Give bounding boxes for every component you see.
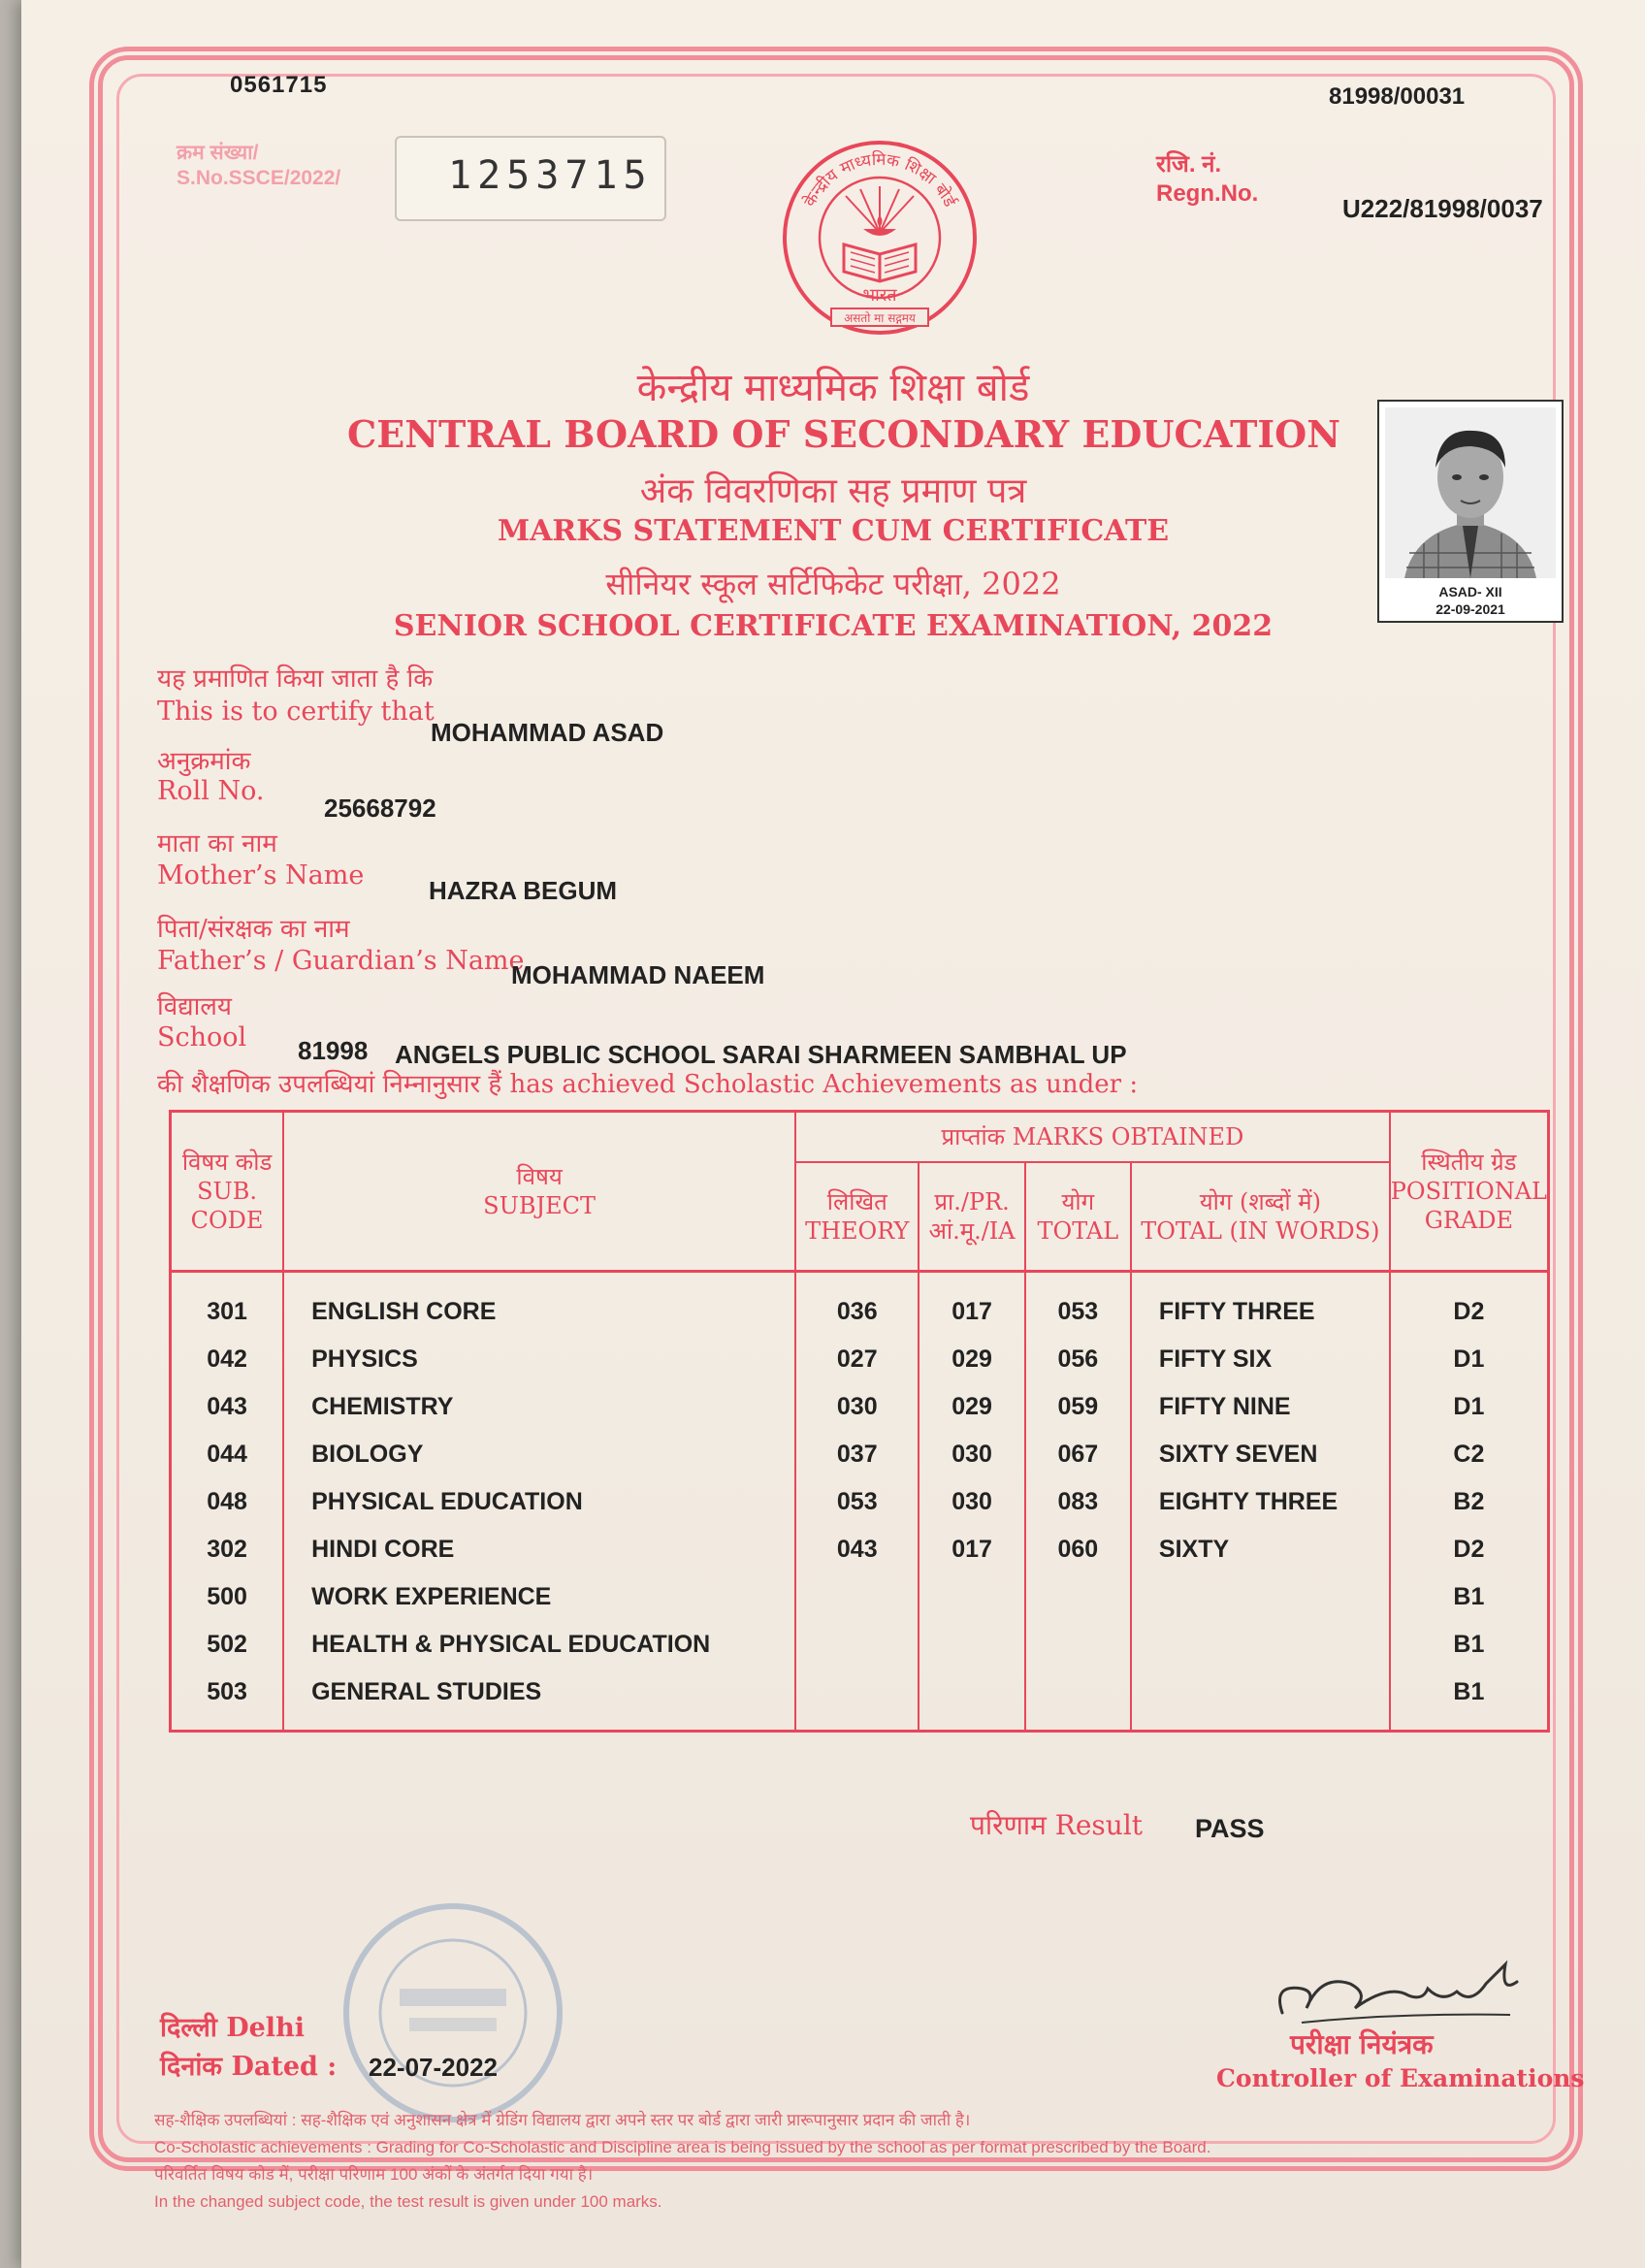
seal-motto-text: असतो मा सद्गमय xyxy=(844,311,916,325)
subject-code: 500 xyxy=(171,1573,284,1621)
col-marks-hindi: प्राप्तांक xyxy=(941,1123,1006,1150)
result-label-hindi: परिणाम xyxy=(970,1809,1047,1841)
col-subject-english: SUBJECT xyxy=(483,1191,596,1219)
cbse-seal-logo xyxy=(778,136,982,340)
footnotes xyxy=(154,2107,1561,2216)
regn-label xyxy=(1156,150,1258,209)
total-in-words: SIXTY SEVEN xyxy=(1131,1431,1390,1478)
result-label xyxy=(970,1806,1143,1843)
certificate-sheet xyxy=(21,0,1645,2268)
mother-label-english: Mother’s Name xyxy=(157,860,365,891)
col-marks-english: MARKS OBTAINED xyxy=(1012,1123,1244,1150)
subject-code: 302 xyxy=(171,1526,284,1573)
candidate-name: MOHAMMAD ASAD xyxy=(431,718,664,747)
school-code: 81998 xyxy=(298,1036,369,1065)
father-name: MOHAMMAD NAEEM xyxy=(511,960,765,989)
total-marks: 083 xyxy=(1025,1478,1131,1526)
regn-label-hindi: रजि. नं. xyxy=(1156,151,1222,178)
col-grade-hindi: स्थितीय ग्रेड xyxy=(1421,1148,1517,1176)
subject-name: WORK EXPERIENCE xyxy=(283,1573,795,1621)
col-code-hindi: विषय कोड xyxy=(181,1148,273,1176)
school-stamp-image xyxy=(332,1892,574,2134)
footnote-coscholastic-english: Co-Scholastic achievements : Grading for Co-Scholastic and Discipline area is being issued by the school as per format prescribed by the Board. xyxy=(154,2138,1211,2156)
positional-grade: B1 xyxy=(1390,1621,1549,1669)
dated-hindi: दिनांक xyxy=(160,2052,223,2082)
col-header-grade xyxy=(1390,1112,1549,1272)
place-label xyxy=(160,2008,305,2044)
positional-grade: D1 xyxy=(1390,1336,1549,1383)
school-label-hindi: विद्यालय xyxy=(157,992,233,1021)
school-label-english: School xyxy=(157,1022,247,1053)
sno-value: 1253715 xyxy=(448,153,653,198)
theory-marks xyxy=(795,1621,919,1669)
subject-name: BIOLOGY xyxy=(283,1431,795,1478)
subject-code: 043 xyxy=(171,1383,284,1431)
candidate-photo xyxy=(1377,400,1564,623)
roll-number: 25668792 xyxy=(324,794,436,823)
practical-marks xyxy=(919,1669,1024,1732)
controller-label-hindi: परीक्षा नियंत्रक xyxy=(1290,2028,1434,2060)
col-total-english: TOTAL xyxy=(1037,1216,1119,1245)
theory-marks: 027 xyxy=(795,1336,919,1383)
col-header-marks xyxy=(795,1112,1390,1163)
total-in-words xyxy=(1131,1669,1390,1732)
issue-date: 22-07-2022 xyxy=(369,2053,498,2082)
board-title-english: CENTRAL BOARD OF SECONDARY EDUCATION xyxy=(347,412,1340,456)
regn-value: U222/81998/0037 xyxy=(1342,194,1543,223)
total-in-words xyxy=(1131,1573,1390,1621)
marks-table xyxy=(169,1110,1550,1733)
subject-name: PHYSICAL EDUCATION xyxy=(283,1478,795,1526)
practical-marks: 029 xyxy=(919,1383,1024,1431)
subject-name: ENGLISH CORE xyxy=(283,1271,795,1336)
mother-name: HAZRA BEGUM xyxy=(429,876,618,905)
subject-name: GENERAL STUDIES xyxy=(283,1669,795,1732)
total-marks: 053 xyxy=(1025,1271,1131,1336)
practical-marks: 017 xyxy=(919,1271,1024,1336)
table-row xyxy=(171,1271,1549,1336)
subject-name: CHEMISTRY xyxy=(283,1383,795,1431)
col-code-english-2: CODE xyxy=(190,1206,264,1234)
seal-country-text: भारत xyxy=(862,285,897,306)
practical-marks: 030 xyxy=(919,1431,1024,1478)
col-theory-english: THEORY xyxy=(805,1216,910,1245)
theory-marks xyxy=(795,1573,919,1621)
subject-code: 042 xyxy=(171,1336,284,1383)
positional-grade: B1 xyxy=(1390,1573,1549,1621)
col-grade-english-2: GRADE xyxy=(1424,1206,1514,1234)
photo-caption-date: 22-09-2021 xyxy=(1435,601,1505,617)
practical-marks: 030 xyxy=(919,1478,1024,1526)
col-header-subject xyxy=(283,1112,795,1272)
sno-label-hindi: क्रम संख्या/ xyxy=(177,142,259,164)
col-theory-hindi: लिखित xyxy=(826,1187,887,1215)
theory-marks: 036 xyxy=(795,1271,919,1336)
theory-marks: 037 xyxy=(795,1431,919,1478)
total-in-words: FIFTY NINE xyxy=(1131,1383,1390,1431)
theory-marks: 043 xyxy=(795,1526,919,1573)
col-header-total-words xyxy=(1131,1162,1390,1271)
col-total-hindi: योग xyxy=(1061,1187,1095,1215)
certificate-title-english: MARKS STATEMENT CUM CERTIFICATE xyxy=(497,514,1170,548)
positional-grade: D2 xyxy=(1390,1526,1549,1573)
positional-grade: B2 xyxy=(1390,1478,1549,1526)
total-in-words: FIFTY THREE xyxy=(1131,1271,1390,1336)
footnote-changed-code-hindi: परिवर्तित विषय कोड में, परीक्षा परिणाम 100 अंकों के अंतर्गत दिया गया है। xyxy=(154,2165,594,2184)
col-words-english: TOTAL (IN WORDS) xyxy=(1141,1216,1380,1245)
result-label-english: Result xyxy=(1054,1809,1144,1841)
roll-label-hindi: अनुक्रमांक xyxy=(157,747,251,776)
col-header-theory xyxy=(795,1162,919,1271)
col-grade-english-1: POSITIONAL xyxy=(1390,1177,1547,1205)
footnote-changed-code-english: In the changed subject code, the test result is given under 100 marks. xyxy=(154,2192,662,2211)
serial-number-top: 0561715 xyxy=(230,72,328,98)
total-marks: 056 xyxy=(1025,1336,1131,1383)
subject-code: 048 xyxy=(171,1478,284,1526)
total-marks: 067 xyxy=(1025,1431,1131,1478)
total-marks xyxy=(1025,1573,1131,1621)
subject-code: 503 xyxy=(171,1669,284,1732)
sno-label-english: S.No.SSCE/2022/ xyxy=(177,167,341,189)
table-row xyxy=(171,1478,1549,1526)
subject-code: 502 xyxy=(171,1621,284,1669)
footnote-coscholastic-hindi: सह-शैक्षिक उपलब्धियां : सह-शैक्षिक एवं अनुशासन क्षेत्र में ग्रेडिंग विद्यालय द्वारा अपने स्तर पर बोर्ड द्वारा जारी प्रारूपानुसार प्रदान की जाती है। xyxy=(154,2111,971,2129)
subject-name: HEALTH & PHYSICAL EDUCATION xyxy=(283,1621,795,1669)
total-marks: 060 xyxy=(1025,1526,1131,1573)
achievements-english: has achieved Scholastic Achievements as under : xyxy=(509,1070,1139,1099)
practical-marks xyxy=(919,1621,1024,1669)
total-in-words: FIFTY SIX xyxy=(1131,1336,1390,1383)
total-in-words xyxy=(1131,1621,1390,1669)
certify-label-hindi: यह प्रमाणित किया जाता है कि xyxy=(157,664,434,694)
subject-code: 301 xyxy=(171,1271,284,1336)
practical-marks: 017 xyxy=(919,1526,1024,1573)
col-subject-hindi: विषय xyxy=(516,1162,563,1190)
total-in-words: SIXTY xyxy=(1131,1526,1390,1573)
board-title-hindi: केन्द्रीय माध्यमिक शिक्षा बोर्ड xyxy=(636,366,1030,410)
school-name: ANGELS PUBLIC SCHOOL SARAI SHARMEEN SAMBHAL UP xyxy=(395,1040,1127,1069)
table-row xyxy=(171,1669,1549,1732)
practical-marks xyxy=(919,1573,1024,1621)
place-english: Delhi xyxy=(226,2013,305,2043)
table-row xyxy=(171,1336,1549,1383)
exam-title-english: SENIOR SCHOOL CERTIFICATE EXAMINATION, 2022 xyxy=(393,609,1274,643)
mother-label-hindi: माता का नाम xyxy=(157,829,277,859)
positional-grade: B1 xyxy=(1390,1669,1549,1732)
roll-label-english: Roll No. xyxy=(157,776,265,806)
photo-caption-name: ASAD- XII xyxy=(1438,584,1502,599)
theory-marks: 030 xyxy=(795,1383,919,1431)
subject-code: 044 xyxy=(171,1431,284,1478)
subject-name: HINDI CORE xyxy=(283,1526,795,1573)
achievements-line xyxy=(157,1065,1138,1100)
positional-grade: C2 xyxy=(1390,1431,1549,1478)
total-in-words: EIGHTY THREE xyxy=(1131,1478,1390,1526)
table-row xyxy=(171,1621,1549,1669)
col-pr-line-2: आं.मू./IA xyxy=(928,1216,1016,1245)
result-value: PASS xyxy=(1195,1814,1265,1843)
certify-label-english: This is to certify that xyxy=(157,697,435,727)
positional-grade: D2 xyxy=(1390,1271,1549,1336)
dated-label xyxy=(160,2047,337,2083)
practical-marks: 029 xyxy=(919,1336,1024,1383)
father-label-hindi: पिता/संरक्षक का नाम xyxy=(157,915,350,944)
sno-label xyxy=(177,141,340,191)
col-pr-line-1: प्रा./PR. xyxy=(934,1187,1010,1215)
col-header-practical xyxy=(919,1162,1024,1271)
exam-title-hindi: सीनियर स्कूल सर्टिफिकेट परीक्षा, 2022 xyxy=(605,566,1061,602)
table-row xyxy=(171,1526,1549,1573)
total-marks xyxy=(1025,1669,1131,1732)
col-header-total xyxy=(1025,1162,1131,1271)
regn-label-english: Regn.No. xyxy=(1156,180,1259,207)
place-hindi: दिल्ली xyxy=(160,2013,217,2043)
table-row xyxy=(171,1431,1549,1478)
document-number-top: 81998/00031 xyxy=(1329,83,1466,110)
col-words-hindi: योग (शब्दों में) xyxy=(1199,1187,1321,1215)
seal-top-text: केन्द्रीय माध्यमिक शिक्षा बोर्ड xyxy=(800,149,959,211)
positional-grade: D1 xyxy=(1390,1383,1549,1431)
total-marks: 059 xyxy=(1025,1383,1131,1431)
table-row xyxy=(171,1383,1549,1431)
col-header-code xyxy=(171,1112,284,1272)
dated-english: Dated : xyxy=(231,2052,338,2082)
certificate-title-hindi: अंक विवरणिका सह प्रमाण पत्र xyxy=(639,471,1027,511)
achievements-hindi: की शैक्षणिक उपलब्धियां निम्नानुसार हैं xyxy=(157,1070,502,1099)
col-code-english-1: SUB. xyxy=(197,1177,258,1205)
candidate-portrait-image xyxy=(1385,407,1556,578)
total-marks xyxy=(1025,1621,1131,1669)
theory-marks xyxy=(795,1669,919,1732)
father-label-english: Father’s / Guardian’s Name xyxy=(157,946,525,976)
theory-marks: 053 xyxy=(795,1478,919,1526)
subject-name: PHYSICS xyxy=(283,1336,795,1383)
controller-label-english: Controller of Examinations xyxy=(1216,2064,1585,2092)
table-row xyxy=(171,1573,1549,1621)
